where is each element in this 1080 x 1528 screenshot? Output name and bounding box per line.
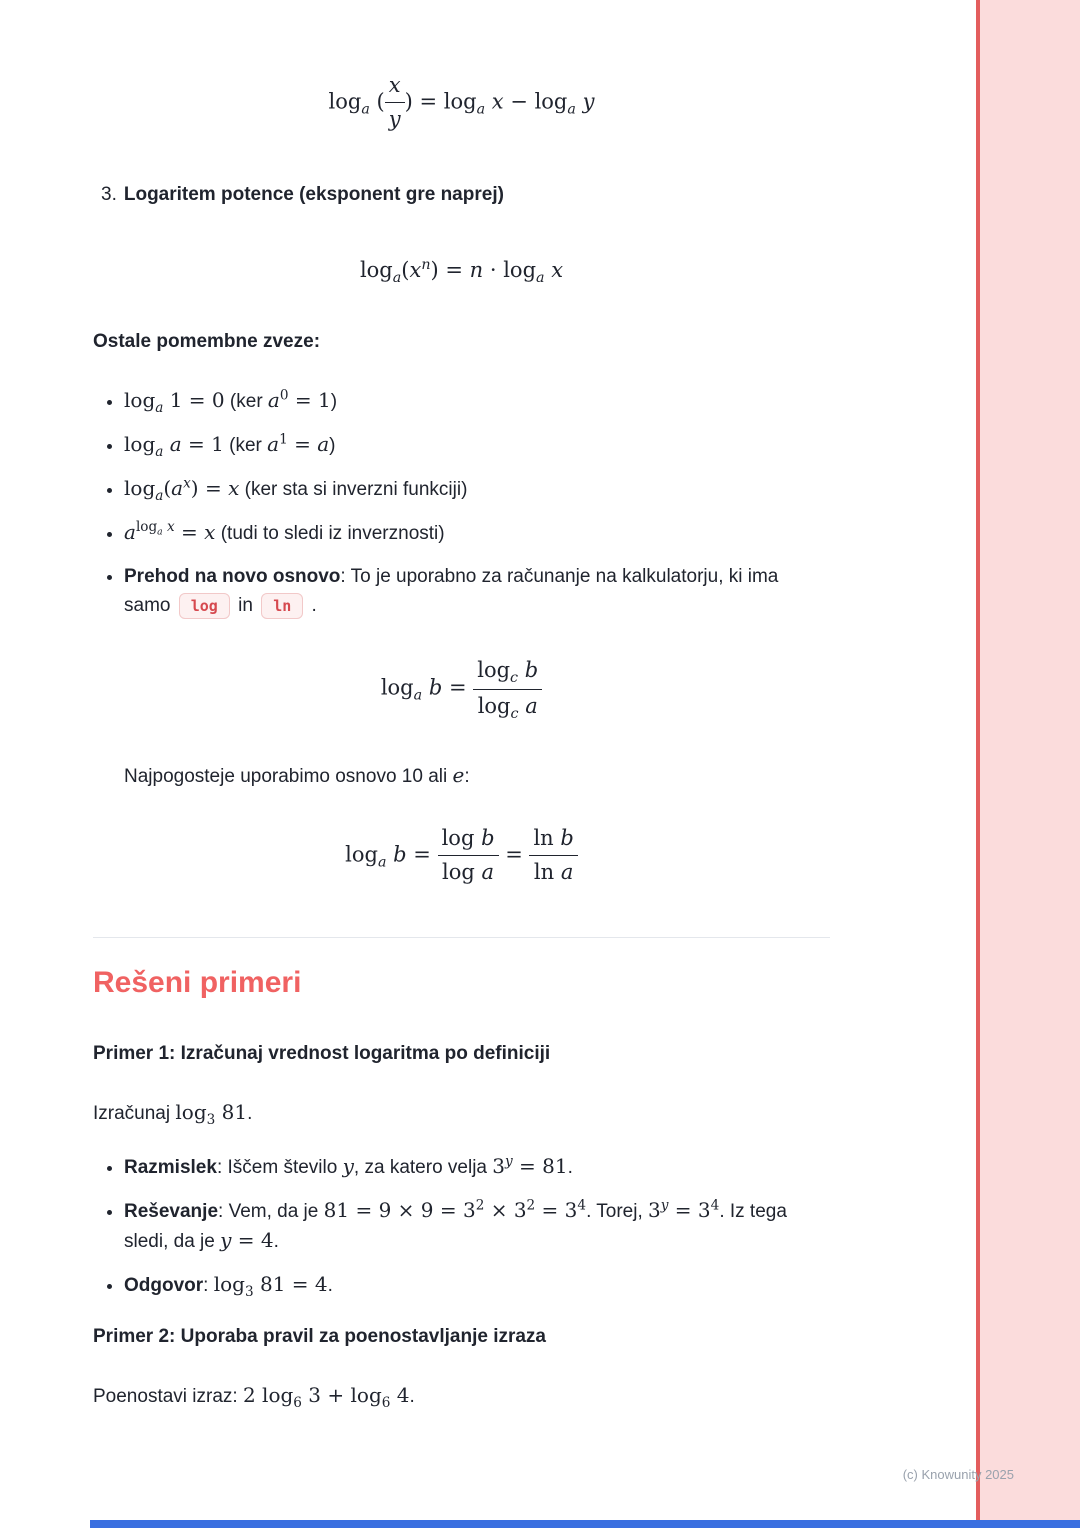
copyright-footer: (c) Knowunity 2025 [902,1467,1014,1482]
formula-log-quotient: $\log_a$ ( $\frac{x}{y}$ ) = $\log_a x - \log_a y$ [328,73,595,132]
list-item: • Razmislek: Iščem število y, za katero velja $3^y = 81$. [124,1152,830,1182]
rule3-title: Logaritem potence (eksponent gre naprej) [123,183,504,205]
formula-base-change-10-e: $\log_a b$ = $\frac{\text{log b}}{\text{log a}}$ = $\frac{\text{ln b}}{\text{ln a}}$ [93,825,830,887]
formula-base-change: $\log_a b$ = $\frac{\log_c b}{\log_c a}$ [93,657,830,721]
section-divider [93,937,830,938]
bottom-blue-bar [90,1520,1080,1528]
other-relations-heading: Ostale pomembne zveze: [93,331,321,353]
rule3-heading [93,180,830,209]
list-item: • $\log_a 1 = 0$ (ker $a^0 = 1$) [124,386,830,416]
list-item: • Odgovor: $\log_3 81 = 4$. [124,1270,830,1300]
list-item: • Reševanje: Vem, da je $81 = 9 \times 9 = 3^2 \times 3^2 = 3^4$. Torej, $3^y = 3^4$. Iz tega sledi, da je y = 4. [124,1196,830,1256]
example1-heading: Primer 1: Izračunaj vrednost logaritma po definiciji [93,1042,551,1064]
list-item: • $a^{log_a x} = x$ (tudi to sledi iz inverznosti) [124,518,830,548]
page-edge-line [976,0,980,1528]
example1-steps-list [93,1152,830,1300]
relations-list [93,386,830,621]
solved-examples-heading: Rešeni primeri [93,965,302,999]
document-content [93,0,830,1411]
example2-intro: Poenostavi izraz: 2 $\log_6 3 + \log_6 4$. [93,1382,415,1411]
page-edge-strip [980,0,1080,1528]
list-item: • $\log_a(a^x) = x$ (ker sta si inverzni funkciji) [124,474,830,504]
example2-heading: Primer 2: Uporaba pravil za poenostavljanje izraza [93,1325,546,1347]
list-item: • Prehod na novo osnovo: To je uporabno za računanje na kalkulatorju, ki ima samo log in ln . [124,562,830,621]
list-item: • $\log_a a = 1$ (ker $a^1 = a$) [124,430,830,460]
formula-log-power: $\log_a(x^n) = n \cdot \log_a x$ [359,256,564,286]
rule3-number: 3. [101,183,117,205]
base-change-note: Najpogosteje uporabimo osnovo 10 ali e: [124,763,470,787]
example1-intro: Izračunaj $\log_3 81$. [93,1099,253,1128]
